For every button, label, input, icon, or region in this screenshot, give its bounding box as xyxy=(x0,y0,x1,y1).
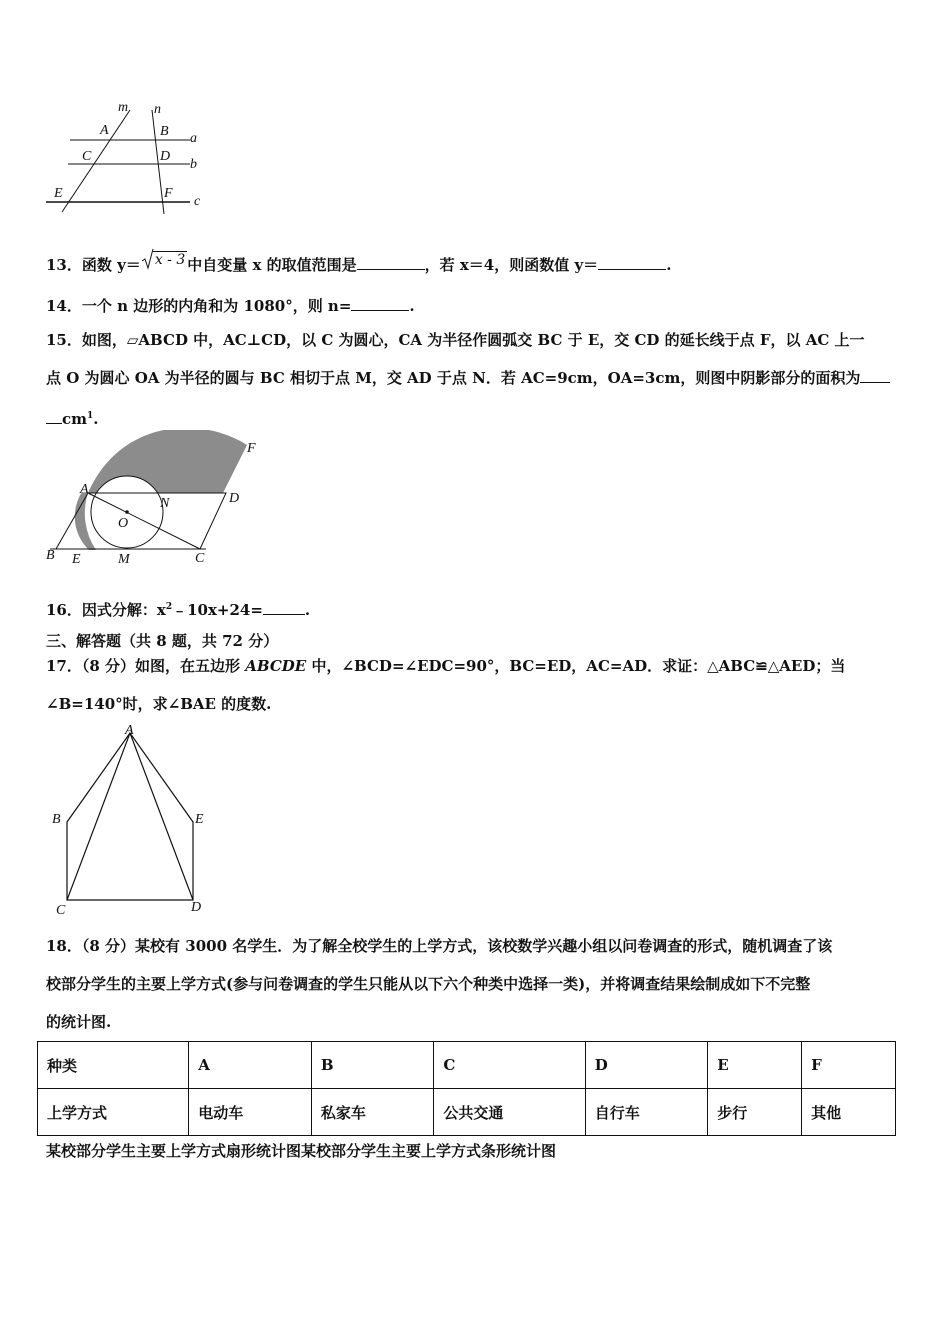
label-E: E xyxy=(72,552,81,567)
answer-blank-14[interactable] xyxy=(351,296,409,311)
label-c: c xyxy=(194,194,201,209)
question-15-line-3: $cm^1$. xyxy=(46,406,99,429)
label-D: D xyxy=(160,149,171,164)
table-cell: 公共交通 xyxy=(434,1089,585,1136)
sqrt-expression: x - 3 xyxy=(141,250,187,270)
answer-blank-13b[interactable] xyxy=(598,255,666,270)
commute-types-table xyxy=(37,1041,896,1136)
segment-AC xyxy=(67,733,130,900)
label-A: A xyxy=(100,123,109,138)
table-cell: 自行车 xyxy=(585,1089,708,1136)
segment-AD xyxy=(130,733,193,900)
label-B: B xyxy=(52,812,61,827)
table-row xyxy=(38,1042,896,1089)
label-E: E xyxy=(195,812,204,827)
question-18-line-2: 校部分学生的主要上学方式(参与问卷调查的学生只能从以下六个种类中选择一类)，并将调查结果绘制成如下不完整 xyxy=(46,975,811,993)
question-18-line-1: 18．（8 分）某校有 3000 名学生．为了解全校学生的上学方式，该校数学兴趣小组以问卷调查的形式，随机调查了该 xyxy=(46,937,833,955)
table-cell: 私家车 xyxy=(311,1089,434,1136)
label-n: n xyxy=(154,102,161,117)
label-a: a xyxy=(190,131,197,146)
pentagon-figure xyxy=(45,720,220,920)
label-C: C xyxy=(82,149,92,164)
answer-blank-15a[interactable] xyxy=(860,368,890,383)
table-cell: E xyxy=(708,1042,802,1089)
table-row xyxy=(38,1089,896,1136)
label-D: D xyxy=(229,491,240,506)
center-O xyxy=(125,510,129,514)
label-E: E xyxy=(54,186,63,201)
table-cell: A xyxy=(189,1042,312,1089)
question-13: 13．函数 y＝ x - 3 中自变量 x 的取值范围是 ，若 x＝4，则函数值 y＝ . xyxy=(46,250,671,275)
label-F: F xyxy=(247,441,256,456)
question-17-line-2: ∠B=140°时，求∠BAE 的度数. xyxy=(46,695,272,713)
label-C: C xyxy=(56,903,66,918)
table-cell: 其他 xyxy=(802,1089,896,1136)
table-cell: 电动车 xyxy=(189,1089,312,1136)
parallel-lines-figure xyxy=(40,98,210,216)
label-N: N xyxy=(160,496,170,511)
table-cell: C xyxy=(434,1042,585,1089)
table-cell: 种类 xyxy=(38,1042,189,1089)
question-17-line-1: 17．（8 分）如图，在五边形 ABCDE 中，∠BCD=∠EDC=90°，BC=ED，AC=AD．求证：△ABC≌△AED；当 xyxy=(46,657,846,675)
question-16: 16．因式分解：$x^2﹣10x+24=$ . xyxy=(46,601,311,619)
table-cell: D xyxy=(585,1042,708,1089)
label-A: A xyxy=(80,482,89,497)
question-15-line-1: 15．如图，▱ABCD 中，AC⊥CD，以 C 为圆心，CA 为半径作圆弧交 BC 于 E，交 CD 的延长线于点 F，以 AC 上一 xyxy=(46,331,865,349)
pentagon-ABCDE xyxy=(67,733,193,900)
line-m xyxy=(62,110,130,212)
table-cell: 步行 xyxy=(708,1089,802,1136)
label-O: O xyxy=(118,516,129,531)
parallelogram-figure xyxy=(40,430,270,570)
section-3-heading: 三、解答题（共 8 题，共 72 分） xyxy=(46,632,279,650)
answer-blank-15b[interactable] xyxy=(46,409,62,424)
answer-blank-13a[interactable] xyxy=(357,255,425,270)
table-cell: F xyxy=(802,1042,896,1089)
table-cell: 上学方式 xyxy=(38,1089,189,1136)
label-B: B xyxy=(160,124,169,139)
label-m: m xyxy=(118,100,129,115)
label-M: M xyxy=(118,552,130,567)
chart-captions: 某校部分学生主要上学方式扇形统计图某校部分学生主要上学方式条形统计图 xyxy=(46,1142,557,1160)
table-cell: B xyxy=(311,1042,434,1089)
question-14: 14．一个 n 边形的内角和为 1080°，则 n= . xyxy=(46,297,415,315)
question-15-line-2: 点 O 为圆心 OA 为半径的圆与 BC 相切于点 M，交 AD 于点 N．若 AC=9cm，OA=3cm，则图中阴影部分的面积为 xyxy=(46,368,890,388)
label-D: D xyxy=(191,900,202,915)
question-18-line-3: 的统计图. xyxy=(46,1013,112,1031)
label-A: A xyxy=(125,723,134,738)
label-C: C xyxy=(195,551,205,566)
label-F: F xyxy=(164,186,173,201)
answer-blank-16[interactable] xyxy=(263,600,305,615)
label-b: b xyxy=(190,157,197,172)
label-B: B xyxy=(46,548,55,563)
